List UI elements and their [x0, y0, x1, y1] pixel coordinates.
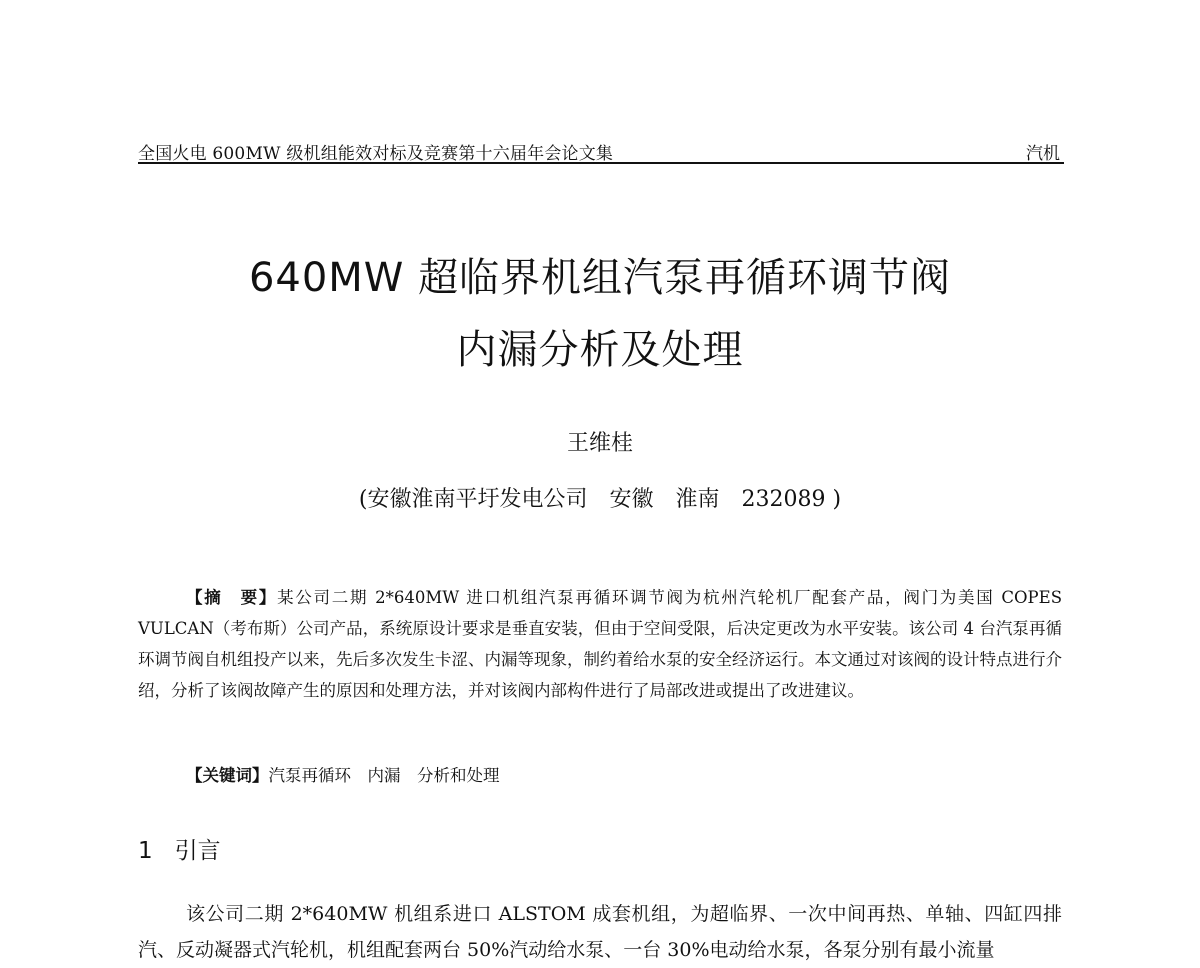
author-affiliation: (安徽淮南平圩发电公司 安徽 淮南 232089 ) — [358, 487, 842, 512]
keywords-text: 汽泵再循环 内漏 分析和处理 — [268, 766, 500, 785]
keywords — [186, 762, 500, 786]
keywords-label: 【关键词】 — [186, 766, 269, 785]
paper-title-line-2: 内漏分析及处理 — [456, 327, 744, 373]
abstract-label: 【摘 要】 — [186, 588, 278, 607]
running-header-proceedings: 全国火电 600MW 级机组能效对标及竞赛第十六届年会论文集 — [138, 144, 614, 164]
section-heading — [138, 832, 221, 865]
paper-title-line-1: 640MW 超临界机组汽泵再循环调节阀 — [248, 255, 952, 301]
intro-paragraph: 该公司二期 2*640MW 机组系进口 ALSTOM 成套机组，为超临界、一次中间再热、单轴、四缸四排汽、反动凝器式汽轮机，机组配套两台 50%汽动给水泵、一台 30%电动给水泵，各泵分别有最小流量 — [138, 903, 1062, 961]
running-header-category: 汽机 — [1026, 144, 1060, 164]
author-name: 王维桂 — [566, 431, 633, 456]
section-title: 引言 — [174, 838, 221, 864]
abstract — [138, 582, 1062, 706]
running-header — [138, 136, 1064, 164]
abstract-text: 某公司二期 2*640MW 进口机组汽泵再循环调节阀为杭州汽轮机厂配套产品，阀门为美国 COPES VULCAN（考布斯）公司产品，系统原设计要求是垂直安装，但由于空间受限，后决定更改为水平安装。该公司 4 台汽泵再循环调节阀自机组投产以来，先后多次发生卡涩、内漏等现象，制约着给水泵的安全经济运行。本文通过对该阀的设计特点进行介绍，分析了该阀故障产生的原因和处理方法，并对该阀内部构件进行了局部改进或提出了改进建议。 — [138, 588, 1063, 700]
section-number: 1 — [138, 838, 153, 864]
